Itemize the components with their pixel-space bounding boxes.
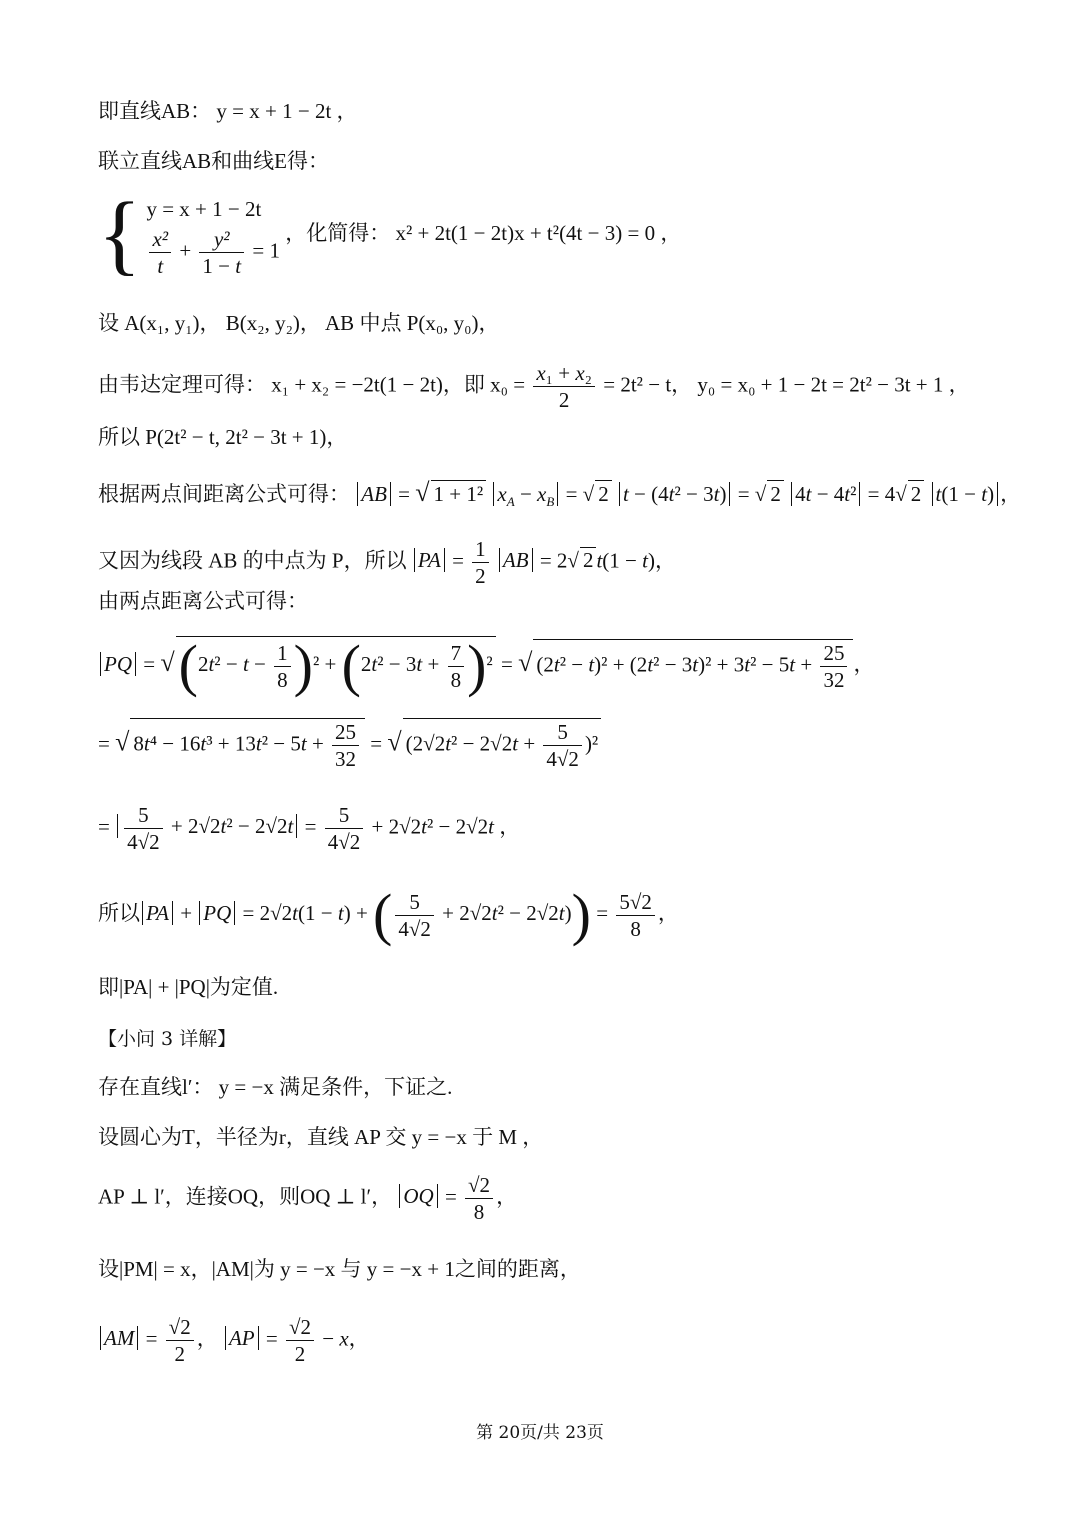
midpoint-fraction: $\frac{\text{x₁ + x₂}}{2}$	[533, 360, 595, 413]
line-combine: 联立直线AB和曲线E得：	[98, 149, 329, 173]
line-point-p: 所以 P(2t² − t, 2t² − 3t + 1)，	[98, 425, 348, 449]
equation-system	[98, 185, 682, 284]
quadratic-equation: x² + 2t(1 − 2t)x + t²(4t − 3) = 0 ，	[395, 220, 682, 245]
vieta-sum: x₁ + x₂ = −2t(1 − 2t)，即 x₀ =	[271, 372, 526, 397]
line-constant: 即|PA| + |PQ|为定值.	[98, 975, 279, 999]
vieta-result: = 2t² − t， y₀ = x₀ + 1 − 2t = 2t² − 3t + 1 ，	[603, 372, 970, 397]
system-row-1: y = x + 1 − 2t	[146, 196, 262, 221]
pa-label: 又因为线段 AB 的中点为 P，所以	[98, 548, 407, 573]
vieta-label: 由韦达定理可得：	[98, 372, 266, 397]
line-distance-ab: 根据两点间距离公式可得： AB = √ 1 + 1² $x_A - x_B$ = √ 2 t − (4t² − 3t) = √ 2 4t − 4t² = 4√ 2 t(1 − t) ，	[98, 478, 1022, 510]
line-pa: 又因为线段 AB 的中点为 P，所以 PA = $\frac{1}{2}$ AB = 2√ 2 t(1 − t)，	[98, 537, 676, 588]
line-pm: 设|PM| = x，|AM|为 y = −x 与 y = −x + 1之间的距离，	[98, 1257, 581, 1281]
left-brace: {	[98, 185, 142, 284]
simplify-label: ，化简得：	[285, 220, 391, 245]
line-two-point: 由两点距离公式可得：	[98, 589, 308, 613]
line-pq-1: PQ = √(2t² − t − $\frac{1}{8}$ )² + (2t² − 3t + $\frac{7}{8}$ )² = √ (2t² − t)² + (2t² − 3t)² + 3t² − 5t + $\frac{25}{32}$ ，	[98, 636, 874, 695]
line-sum: 所以 PA + PQ = 2√2t(1 − t) + ( $\frac{5}{4√2}$ + 2√2t² − 2√2t)) = $\frac{5√2}{8}$ ，	[98, 882, 679, 947]
line-circle-def: 设圆心为T，半径为r，直线 AP 交 y = −x 于 M ，	[98, 1125, 544, 1149]
system-rows	[146, 192, 280, 279]
line-points-def: 设 A(x₁, y₁)， B(x₂, y₂)， AB 中点 P(x₀, y₀)，	[98, 311, 500, 335]
line-vieta	[98, 360, 970, 413]
line-perp: AP ⊥ l′，连接OQ，则OQ ⊥ l′， OQ = $\frac{√2}{8}$ ，	[98, 1173, 518, 1224]
section-heading: 【小问 3 详解】	[98, 1028, 237, 1050]
distance-label: 根据两点间距离公式可得：	[98, 482, 350, 506]
line-pq-3: = $\frac{5}{4√2}$ + 2√2t² − 2√2t = $\frac{5}{4√2}$ + 2√2t² − 2√2t ，	[98, 803, 521, 854]
perp-text: AP ⊥ l′，连接OQ，则OQ ⊥ l′，	[98, 1184, 393, 1209]
page-footer: 第 20页/共 23页	[476, 1423, 604, 1443]
system-row-2: $\frac{\text{x²}}{t}$ + $\frac{\text{y²}}{1 - t}$ = 1	[146, 226, 280, 279]
line-exists: 存在直线l′： y = −x 满足条件，下证之.	[98, 1075, 453, 1099]
line-pq-2: = √ 8t⁴ − 16t³ + 13t² − 5t + $\frac{25}{32}$ = √ (2√2t² − 2√2t + $\frac{5}{4√2}$ )²	[98, 718, 601, 772]
line-ab-equation: 即直线AB： y = x + 1 − 2t ，	[98, 99, 358, 123]
line-am-ap: AM = $\frac{√2}{2}$ ， AP = $\frac{√2}{2}$ − x，	[98, 1314, 370, 1367]
